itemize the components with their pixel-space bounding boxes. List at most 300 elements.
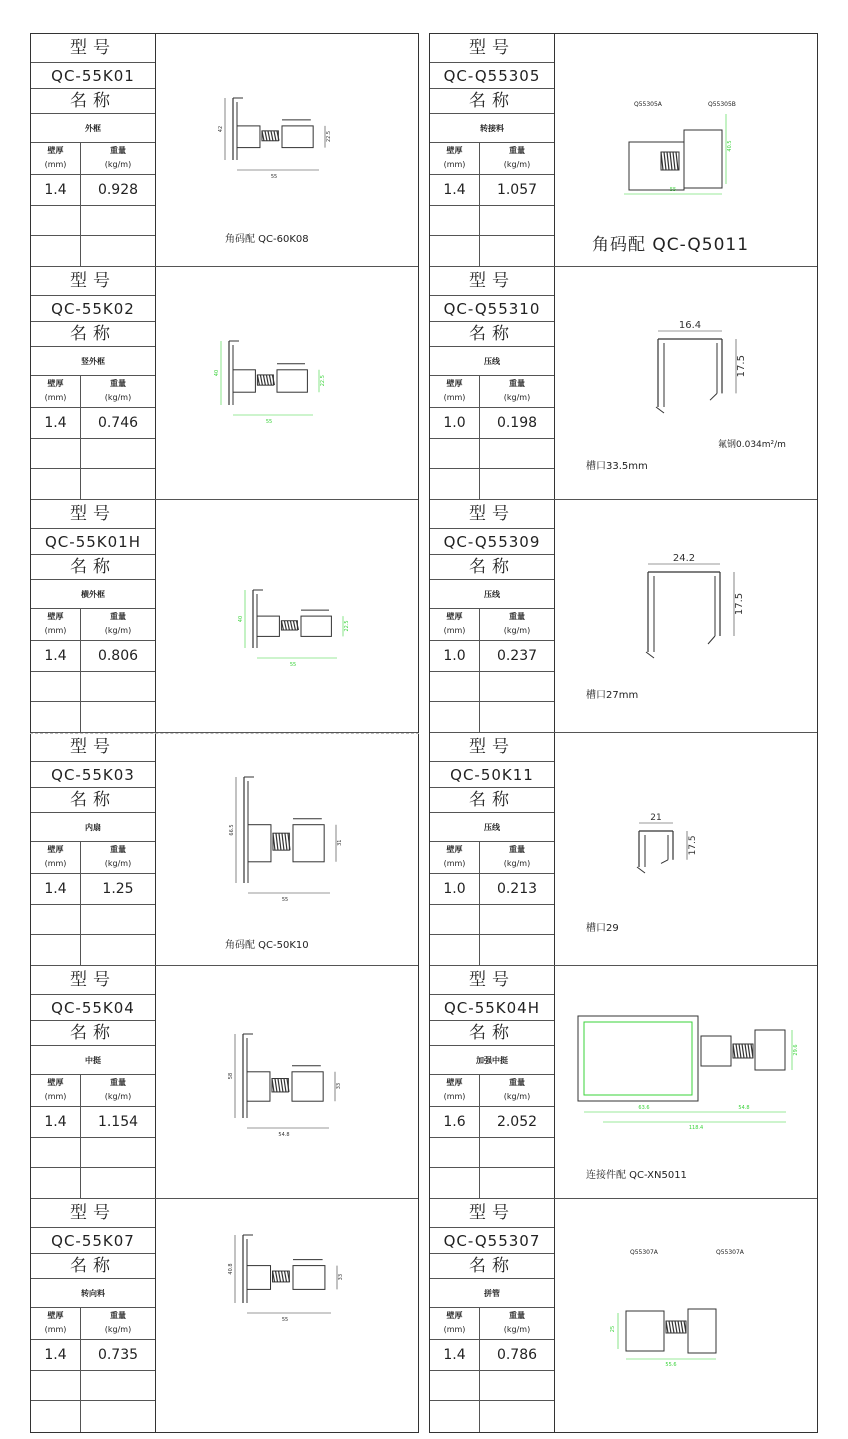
profile-chamber [233, 370, 255, 392]
mm-unit: (mm) [44, 160, 67, 169]
empty-row [430, 905, 554, 935]
empty-row [31, 206, 155, 236]
empty-row [430, 1138, 554, 1168]
thickness-value: 1.0 [443, 881, 466, 897]
column-divider [479, 376, 480, 500]
profile-section-drawing [157, 966, 418, 1199]
weight-label: 重量 [509, 146, 525, 155]
weight-label: 重量 [509, 1078, 525, 1087]
press-line-hook [708, 636, 715, 644]
drawing-caption: 角码配 QC-50K10 [225, 940, 309, 951]
model-label: 型号 [31, 500, 155, 529]
thermal-break-hatch [736, 1044, 738, 1058]
weight-value: 0.746 [97, 415, 139, 431]
spec-value-row [430, 1107, 554, 1138]
thermal-break-hatch [282, 833, 284, 850]
profile-chamber [247, 1072, 270, 1101]
profile-chamber [277, 370, 307, 392]
profile-chamber [247, 1266, 271, 1290]
thermal-break-hatch [281, 1079, 283, 1092]
thermal-break-hatch [290, 621, 292, 630]
profile-chamber [629, 142, 684, 190]
wall-thickness-label: 壁厚 [47, 1078, 64, 1087]
kgm-unit: (kg/m) [104, 1092, 132, 1101]
profile-chamber [688, 1309, 716, 1353]
thermal-break-hatch [667, 152, 669, 170]
profile-entry-qc-55k01 [31, 34, 418, 267]
mm-unit: (mm) [44, 393, 67, 402]
wall-thickness-label: 壁厚 [47, 612, 64, 621]
profile-section-drawing [157, 500, 418, 733]
dimension-label: 55 [669, 187, 677, 193]
dimension-label: 16.4 [678, 320, 702, 331]
model-code: QC-55K01H [31, 529, 155, 555]
spec-table [430, 733, 555, 965]
kgm-unit: (kg/m) [503, 160, 531, 169]
dimension-label: 33 [338, 1273, 344, 1281]
mm-unit: (mm) [443, 393, 466, 402]
dimension-label: 29.6 [793, 1044, 799, 1056]
profile-name: 压线 [430, 580, 554, 609]
kgm-unit: (kg/m) [104, 859, 132, 868]
profile-chamber [282, 126, 313, 148]
profile-section-drawing [556, 1199, 817, 1432]
thermal-break-hatch [681, 1321, 683, 1333]
profile-section-drawing [157, 267, 418, 500]
profile-name: 转接料 [430, 114, 554, 143]
column-divider [80, 842, 81, 966]
drawing-caption: 角码配 QC-60K08 [225, 234, 309, 245]
spec-value-row [430, 1340, 554, 1371]
press-line-hook [710, 393, 717, 400]
wall-thickness-label: 壁厚 [47, 1311, 64, 1320]
model-label: 型号 [430, 500, 554, 529]
mm-unit: (mm) [44, 859, 67, 868]
name-label: 名称 [31, 1254, 155, 1279]
thermal-break-hatch [745, 1044, 747, 1058]
press-line-hook [661, 860, 668, 864]
thermal-break-hatch [739, 1044, 741, 1058]
kgm-unit: (kg/m) [104, 160, 132, 169]
finish-note: 氟钢0.034m²/m [718, 440, 786, 450]
empty-row [31, 935, 155, 966]
weight-label: 重量 [110, 146, 126, 155]
model-label: 型号 [31, 1199, 155, 1228]
empty-row [31, 1371, 155, 1401]
reinforcement-inner [584, 1022, 692, 1095]
spec-value-row [31, 874, 155, 905]
empty-row [31, 469, 155, 500]
thermal-break-hatch [271, 131, 273, 141]
empty-row [430, 1401, 554, 1432]
name-label: 名称 [430, 788, 554, 813]
profile-entry-qc-55k02 [31, 267, 418, 500]
mm-unit: (mm) [443, 1325, 466, 1334]
thermal-break-hatch [279, 1271, 281, 1282]
thermal-break-hatch [268, 131, 270, 141]
weight-label: 重量 [509, 1311, 525, 1320]
thermal-break-hatch [669, 1321, 671, 1333]
spec-value-row [31, 175, 155, 206]
name-label: 名称 [31, 322, 155, 347]
weight-value: 2.052 [496, 1114, 538, 1130]
thermal-break-hatch [275, 1079, 277, 1092]
spec-value-row [430, 874, 554, 905]
weight-value: 1.25 [102, 881, 134, 897]
spec-table [31, 966, 156, 1198]
profile-entry-qc-q55307 [430, 1199, 817, 1432]
spec-header-row [430, 376, 554, 408]
dimension-label: 55 [281, 897, 289, 903]
profile-drawing [556, 34, 817, 266]
wall-thickness-label: 壁厚 [47, 146, 64, 155]
wall-thickness-label: 壁厚 [446, 612, 463, 621]
spec-header-row [31, 376, 155, 408]
thermal-break-hatch [748, 1044, 750, 1058]
weight-label: 重量 [110, 612, 126, 621]
spec-header-row [31, 609, 155, 641]
name-label: 名称 [430, 1254, 554, 1279]
thickness-value: 1.4 [44, 415, 67, 431]
dimension-label: 22.5 [320, 375, 326, 387]
kgm-unit: (kg/m) [503, 859, 531, 868]
profile-drawing [157, 267, 418, 499]
kgm-unit: (kg/m) [503, 1325, 531, 1334]
name-label: 名称 [430, 322, 554, 347]
name-label: 名称 [430, 555, 554, 580]
kgm-unit: (kg/m) [104, 1325, 132, 1334]
empty-row [31, 1401, 155, 1432]
thermal-break-hatch [263, 375, 265, 385]
wall-thickness-label: 壁厚 [446, 146, 463, 155]
thermal-break-hatch [670, 152, 672, 170]
spec-table [31, 34, 156, 266]
thermal-break-hatch [285, 1271, 287, 1282]
empty-row [430, 1168, 554, 1199]
kgm-unit: (kg/m) [104, 393, 132, 402]
weight-label: 重量 [509, 845, 525, 854]
thermal-break-hatch [269, 375, 271, 385]
kgm-unit: (kg/m) [104, 626, 132, 635]
thickness-value: 1.4 [443, 182, 466, 198]
dimension-label: 54.8 [278, 1132, 290, 1138]
weight-value: 0.786 [496, 1347, 538, 1363]
weight-value: 1.057 [496, 182, 538, 198]
profile-entry-qc-55k07 [31, 1199, 418, 1432]
thermal-break-hatch [265, 131, 267, 141]
profile-drawing [157, 34, 418, 266]
profile-drawing [556, 267, 817, 499]
column-divider [80, 143, 81, 267]
name-label: 名称 [430, 1021, 554, 1046]
spec-table [31, 500, 156, 732]
model-code: QC-55K03 [31, 762, 155, 788]
thickness-value: 1.0 [443, 648, 466, 664]
thermal-break-hatch [742, 1044, 744, 1058]
profile-name: 内扇 [31, 813, 155, 842]
model-code: QC-55K04H [430, 995, 554, 1021]
weight-value: 0.806 [97, 648, 139, 664]
weight-label: 重量 [110, 1078, 126, 1087]
dimension-label: 33 [336, 1082, 342, 1090]
empty-row [430, 469, 554, 500]
weight-label: 重量 [110, 1311, 126, 1320]
profile-section-drawing [157, 1199, 418, 1432]
empty-row [430, 1371, 554, 1401]
right-catalog-column [429, 33, 818, 1433]
dimension-label: 55 [270, 174, 278, 180]
profile-name: 压线 [430, 813, 554, 842]
dimension-label: 17.5 [736, 355, 747, 378]
profile-name: 竖外框 [31, 347, 155, 376]
model-label: 型号 [31, 733, 155, 762]
profile-chamber [293, 825, 324, 862]
drawing-caption: 角码配 QC-Q5011 [592, 235, 750, 255]
spec-header-row [430, 1308, 554, 1340]
mm-unit: (mm) [443, 160, 466, 169]
model-code: QC-Q55307 [430, 1228, 554, 1254]
press-line-hook [637, 867, 645, 873]
spec-header-row [430, 609, 554, 641]
model-code: QC-50K11 [430, 762, 554, 788]
spec-value-row [430, 641, 554, 672]
empty-row [31, 672, 155, 702]
thermal-break-hatch [672, 1321, 674, 1333]
mm-unit: (mm) [443, 1092, 466, 1101]
model-label: 型号 [31, 966, 155, 995]
empty-row [430, 439, 554, 469]
profile-chamber [257, 616, 279, 636]
empty-row [31, 1138, 155, 1168]
part-tag: Q55305B [708, 101, 736, 108]
dimension-label: 42 [218, 125, 224, 133]
mm-unit: (mm) [443, 626, 466, 635]
mm-unit: (mm) [44, 1325, 67, 1334]
thickness-value: 1.4 [44, 648, 67, 664]
mm-unit: (mm) [443, 859, 466, 868]
profile-section-drawing [157, 733, 418, 966]
dimension-label: 58 [228, 1072, 234, 1080]
thermal-break-hatch [287, 621, 289, 630]
wall-thickness-label: 壁厚 [446, 379, 463, 388]
kgm-unit: (kg/m) [503, 393, 531, 402]
name-label: 名称 [430, 89, 554, 114]
thickness-value: 1.6 [443, 1114, 466, 1130]
drawing-caption: 槽口27mm [586, 690, 639, 701]
profile-entry-qc-55k04 [31, 966, 418, 1199]
spec-table [430, 966, 555, 1198]
thermal-break-hatch [279, 833, 281, 850]
weight-value: 0.213 [496, 881, 538, 897]
column-divider [479, 609, 480, 733]
name-label: 名称 [31, 1021, 155, 1046]
wall-thickness-label: 壁厚 [446, 1078, 463, 1087]
thermal-break-hatch [678, 1321, 680, 1333]
spec-table [430, 500, 555, 732]
thermal-break-hatch [282, 1271, 284, 1282]
wall-thickness-label: 壁厚 [446, 1311, 463, 1320]
profile-drawing [556, 966, 817, 1198]
dimension-label: 22.5 [326, 130, 332, 143]
weight-label: 重量 [509, 379, 525, 388]
spec-table [430, 267, 555, 499]
thermal-break-hatch [274, 131, 276, 141]
mm-unit: (mm) [44, 626, 67, 635]
spec-header-row [430, 1075, 554, 1107]
wall-thickness-label: 壁厚 [446, 845, 463, 854]
profile-name: 外框 [31, 114, 155, 143]
spec-header-row [31, 143, 155, 175]
empty-row [31, 236, 155, 267]
profile-chamber [292, 1072, 323, 1101]
reinforcement-chamber [578, 1016, 698, 1101]
thermal-break-hatch [278, 1079, 280, 1092]
thermal-break-hatch [675, 1321, 677, 1333]
dimension-label: 31 [337, 839, 343, 846]
model-label: 型号 [430, 966, 554, 995]
dimension-label: 55.6 [665, 1362, 677, 1368]
spec-header-row [31, 1308, 155, 1340]
weight-value: 1.154 [97, 1114, 139, 1130]
thermal-break-hatch [676, 152, 678, 170]
thermal-break-hatch [260, 375, 262, 385]
profile-entry-qc-55k01h [31, 500, 418, 733]
name-label: 名称 [31, 555, 155, 580]
model-code: QC-55K01 [31, 63, 155, 89]
spec-table [31, 267, 156, 499]
profile-drawing [556, 500, 817, 732]
profile-chamber [701, 1036, 731, 1066]
dimension-label: 55 [281, 1317, 289, 1323]
dimension-label: 40 [238, 615, 244, 623]
mm-unit: (mm) [44, 1092, 67, 1101]
dimension-label: 21 [650, 813, 662, 823]
name-label: 名称 [31, 788, 155, 813]
profile-chamber [684, 130, 722, 188]
profile-entry-qc-55k04h [430, 966, 817, 1199]
dimension-label: 55 [265, 419, 273, 425]
column-divider [80, 376, 81, 500]
dimension-label: 17.5 [688, 835, 698, 856]
wall-thickness-label: 壁厚 [47, 845, 64, 854]
profile-drawing [556, 733, 817, 965]
weight-label: 重量 [110, 379, 126, 388]
thickness-value: 1.4 [44, 1347, 67, 1363]
thickness-value: 1.4 [44, 182, 67, 198]
model-code: QC-Q55309 [430, 529, 554, 555]
empty-row [430, 672, 554, 702]
empty-row [31, 905, 155, 935]
profile-name: 压线 [430, 347, 554, 376]
kgm-unit: (kg/m) [503, 626, 531, 635]
profile-entry-qc-50k11 [430, 733, 817, 966]
profile-drawing [157, 500, 418, 732]
column-divider [479, 1308, 480, 1432]
profile-section-drawing [556, 966, 817, 1199]
profile-chamber [301, 616, 331, 636]
spec-header-row [430, 842, 554, 874]
column-divider [80, 1075, 81, 1199]
thickness-value: 1.4 [44, 881, 67, 897]
empty-row [31, 1168, 155, 1199]
thermal-break-hatch [266, 375, 268, 385]
dimension-label: 40.5 [727, 140, 733, 152]
model-code: QC-55K04 [31, 995, 155, 1021]
thickness-value: 1.4 [443, 1347, 466, 1363]
spec-table [430, 1199, 555, 1432]
dimension-label: 118.4 [688, 1125, 704, 1131]
spec-header-row [31, 842, 155, 874]
dimension-label: 40 [214, 369, 220, 377]
profile-entry-qc-q55309 [430, 500, 817, 733]
profile-name: 中挺 [31, 1046, 155, 1075]
profile-name: 转向料 [31, 1279, 155, 1308]
dashed-divider [30, 733, 419, 734]
empty-row [430, 935, 554, 966]
weight-value: 0.198 [496, 415, 538, 431]
spec-table [31, 733, 156, 965]
spec-value-row [430, 175, 554, 206]
profile-entry-qc-55k03 [31, 733, 418, 966]
dimension-label: 17.5 [734, 592, 745, 616]
profile-drawing [157, 733, 418, 965]
model-code: QC-55K07 [31, 1228, 155, 1254]
dimension-label: 24.2 [672, 553, 696, 564]
dimension-label: 66.5 [229, 824, 235, 836]
thermal-break-hatch [664, 152, 666, 170]
empty-row [31, 439, 155, 469]
part-tag: Q55307A [630, 1249, 658, 1256]
profile-chamber [626, 1311, 664, 1351]
column-divider [80, 609, 81, 733]
dimension-label: 63.6 [638, 1105, 650, 1111]
profile-name: 横外框 [31, 580, 155, 609]
profile-drawing [556, 1199, 817, 1432]
model-label: 型号 [31, 267, 155, 296]
weight-label: 重量 [509, 612, 525, 621]
profile-drawing [157, 1199, 418, 1432]
press-line-hook [656, 407, 664, 413]
column-divider [479, 143, 480, 267]
dimension-label: 55 [289, 662, 297, 668]
spec-header-row [430, 143, 554, 175]
drawing-caption: 槽口29 [586, 923, 619, 934]
empty-row [31, 702, 155, 733]
part-tag: Q55307A [716, 1249, 744, 1256]
wall-thickness-label: 壁厚 [47, 379, 64, 388]
spec-value-row [31, 1107, 155, 1138]
dimension-label: 54.8 [738, 1105, 750, 1111]
weight-label: 重量 [110, 845, 126, 854]
profile-chamber [293, 1266, 325, 1290]
model-label: 型号 [31, 34, 155, 63]
dimension-label: 22.5 [344, 620, 350, 632]
model-label: 型号 [430, 34, 554, 63]
dimension-label: 40.8 [228, 1263, 234, 1275]
spec-value-row [31, 641, 155, 672]
spec-value-row [430, 408, 554, 439]
profile-entry-qc-q55305 [430, 34, 817, 267]
thermal-break-hatch [284, 1079, 286, 1092]
drawing-caption: 连接件配 QC-XN5011 [586, 1170, 687, 1181]
kgm-unit: (kg/m) [503, 1092, 531, 1101]
weight-value: 0.735 [97, 1347, 139, 1363]
spec-value-row [31, 408, 155, 439]
model-label: 型号 [430, 733, 554, 762]
profile-chamber [755, 1030, 785, 1070]
thermal-break-hatch [276, 833, 278, 850]
thermal-break-hatch [276, 1271, 278, 1282]
